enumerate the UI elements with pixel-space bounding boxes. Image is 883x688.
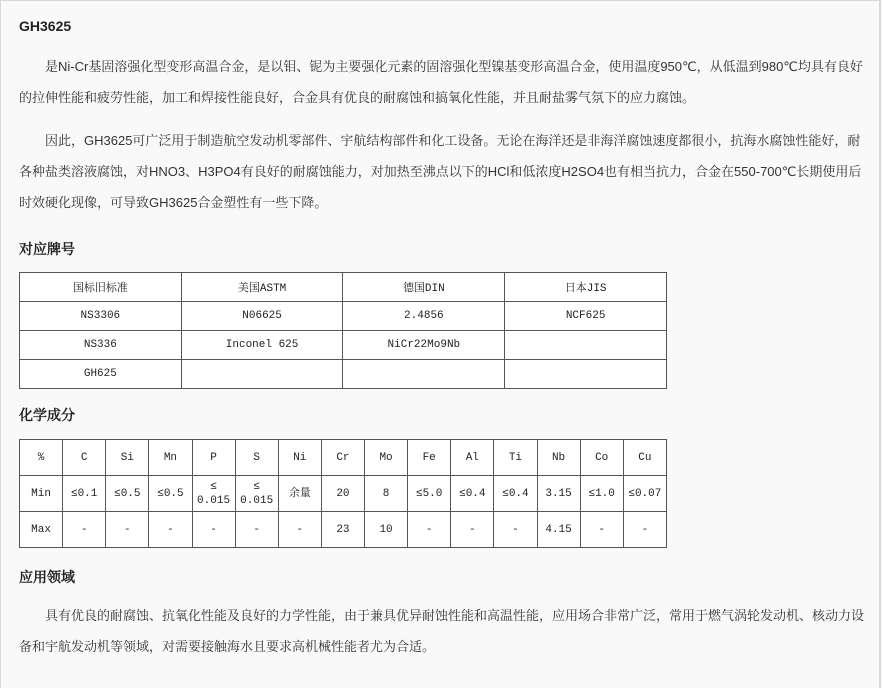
chem-cell: 23 xyxy=(321,512,364,548)
chem-header-cell: Mn xyxy=(149,440,192,476)
chem-header-cell: P xyxy=(192,440,235,476)
chem-cell: ≤0.5 xyxy=(149,476,192,512)
chem-cell: ≤0.1 xyxy=(63,476,106,512)
chem-header-cell: Ti xyxy=(494,440,537,476)
grades-header-row xyxy=(20,273,667,302)
chem-header-cell: S xyxy=(235,440,278,476)
table-row xyxy=(20,302,667,331)
chem-header-row xyxy=(20,440,667,476)
chem-cell: - xyxy=(149,512,192,548)
grades-cell xyxy=(343,360,505,389)
grades-cell: NS3306 xyxy=(20,302,182,331)
chem-cell: ≤0.4 xyxy=(494,476,537,512)
grades-header-cell: 国标旧标准 xyxy=(20,273,182,302)
chem-cell: 8 xyxy=(365,476,408,512)
chem-header-cell: C xyxy=(63,440,106,476)
application-paragraph: 具有优良的耐腐蚀、抗氧化性能及良好的力学性能，由于兼具优异耐蚀性能和高温性能，应用场合非常广泛，常用于燃气涡轮发动机、核动力设备和宇航发动机等领域，对需要接触海水且要求高机械性能者尤为合适。 xyxy=(19,608,865,654)
chem-table xyxy=(19,439,667,548)
grades-cell: N06625 xyxy=(181,302,343,331)
chem-heading: 化学成分 xyxy=(19,407,75,423)
chem-header-cell: Co xyxy=(580,440,623,476)
chem-cell: ≤0.07 xyxy=(623,476,666,512)
chem-cell: 余量 xyxy=(278,476,321,512)
application-heading: 应用领域 xyxy=(19,569,75,585)
chem-cell: - xyxy=(63,512,106,548)
chem-header-cell: Cu xyxy=(623,440,666,476)
chem-cell: - xyxy=(580,512,623,548)
table-row xyxy=(20,512,667,548)
intro-paragraph: 是Ni-Cr基固溶强化型变形高温合金，是以钼、铌为主要强化元素的固溶强化型镍基变形高温合金，使用温度950℃，从低温到980℃均具有良好的拉伸性能和疲劳性能，加工和焊接性能良好，合金具有优良的耐腐蚀和搞氧化性能，并且耐盐雾气氛下的应力腐蚀。 xyxy=(19,59,863,105)
grades-heading: 对应牌号 xyxy=(19,241,75,257)
chem-cell: - xyxy=(494,512,537,548)
grades-cell xyxy=(181,360,343,389)
chem-cell: ≤ 0.015 xyxy=(235,476,278,512)
chem-header-cell: Ni xyxy=(278,440,321,476)
chem-header-cell: Si xyxy=(106,440,149,476)
grades-table xyxy=(19,272,667,389)
chem-cell: - xyxy=(623,512,666,548)
chem-cell: ≤0.4 xyxy=(451,476,494,512)
chem-header-cell: % xyxy=(20,440,63,476)
chem-cell: Min xyxy=(20,476,63,512)
chem-cell: ≤0.5 xyxy=(106,476,149,512)
chem-cell: 4.15 xyxy=(537,512,580,548)
chem-cell: - xyxy=(192,512,235,548)
chem-cell: ≤1.0 xyxy=(580,476,623,512)
table-row xyxy=(20,331,667,360)
grades-cell: NiCr22Mo9Nb xyxy=(343,331,505,360)
table-row xyxy=(20,360,667,389)
grades-header-cell: 美国ASTM xyxy=(181,273,343,302)
chem-cell: - xyxy=(278,512,321,548)
grades-cell xyxy=(505,360,667,389)
chem-header-cell: Nb xyxy=(537,440,580,476)
grades-header-cell: 日本JIS xyxy=(505,273,667,302)
chem-header-cell: Mo xyxy=(365,440,408,476)
chem-header-cell: Al xyxy=(451,440,494,476)
grades-cell: 2.4856 xyxy=(343,302,505,331)
usage-paragraph: 因此，GH3625可广泛用于制造航空发动机零部件、宇航结构部件和化工设备。无论在海洋还是非海洋腐蚀速度都很小，抗海水腐蚀性能好，耐各种盐类溶液腐蚀，对HNO3、H3PO4有良好的耐腐蚀能力，对加热至沸点以下的HCl和低浓度H2SO4也有相当抗力，合金在550-700℃长期使用后时效硬化现像，可导致GH3625合金塑性有一些下降。 xyxy=(19,133,862,210)
chem-cell: 10 xyxy=(365,512,408,548)
grades-cell: NCF625 xyxy=(505,302,667,331)
chem-cell: - xyxy=(408,512,451,548)
chem-cell: 20 xyxy=(321,476,364,512)
grades-cell: GH625 xyxy=(20,360,182,389)
chem-cell: - xyxy=(235,512,278,548)
chem-cell: Max xyxy=(20,512,63,548)
grades-cell: NS336 xyxy=(20,331,182,360)
chem-cell: 3.15 xyxy=(537,476,580,512)
table-row xyxy=(20,476,667,512)
grades-cell: Inconel 625 xyxy=(181,331,343,360)
chem-header-cell: Fe xyxy=(408,440,451,476)
grades-cell xyxy=(505,331,667,360)
chem-cell: ≤ 0.015 xyxy=(192,476,235,512)
chem-header-cell: Cr xyxy=(321,440,364,476)
chem-cell: ≤5.0 xyxy=(408,476,451,512)
chem-cell: - xyxy=(451,512,494,548)
chem-cell: - xyxy=(106,512,149,548)
page-title: GH3625 xyxy=(19,18,72,34)
grades-header-cell: 德国DIN xyxy=(343,273,505,302)
